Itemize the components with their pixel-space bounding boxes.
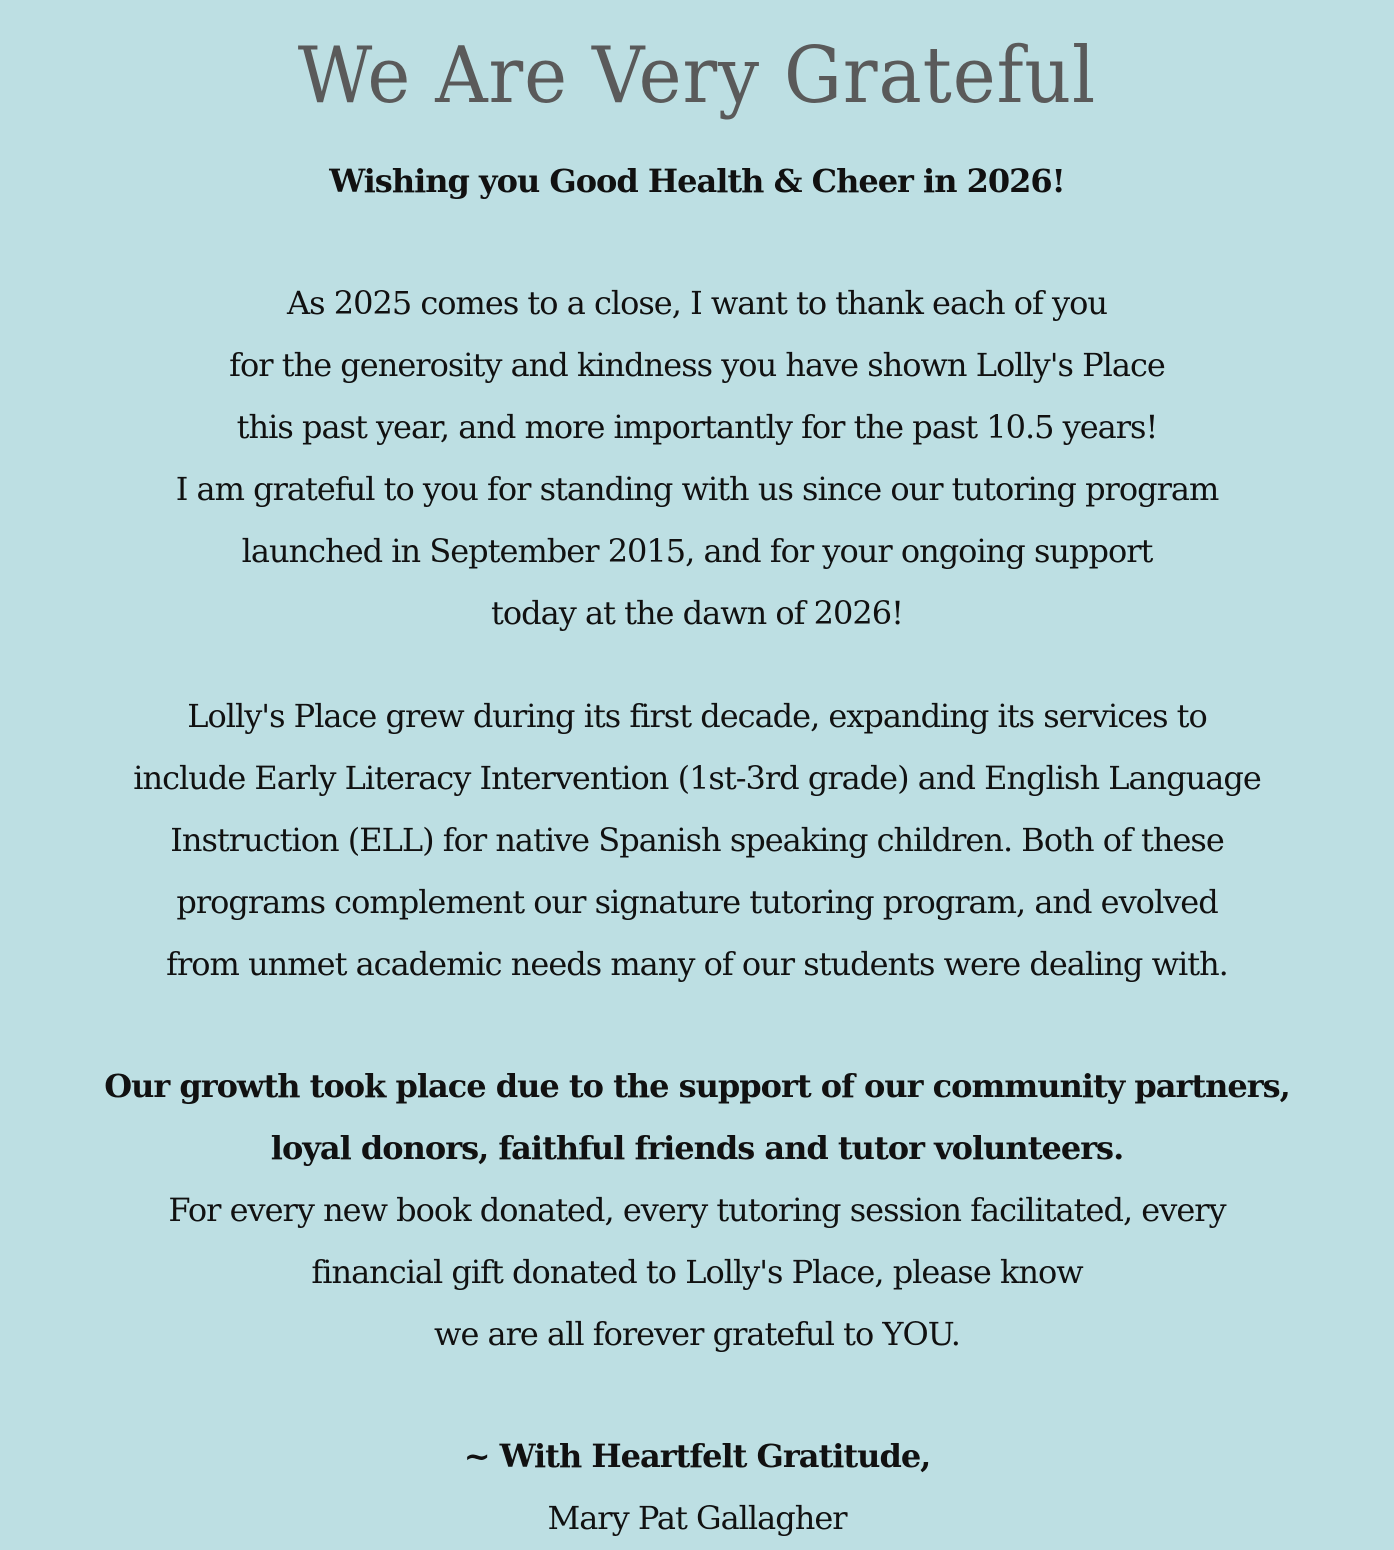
paragraph-line: Lolly's Place grew during its first decade, expanding its services to: [187, 697, 1207, 735]
paragraph-line-bold: loyal donors, faithful friends and tutor volunteers.: [270, 1129, 1124, 1167]
greeting: Wishing you Good Health & Cheer in 2026!: [329, 162, 1065, 200]
paragraph-line: For every new book donated, every tutoring session facilitated, every: [168, 1191, 1226, 1229]
paragraph-support: [0, 1055, 1394, 1365]
paragraph-line: we are all forever grateful to YOU.: [434, 1315, 960, 1353]
paragraph-line: launched in September 2015, and for your ongoing support: [241, 532, 1153, 570]
paragraph-line: programs complement our signature tutoring program, and evolved: [176, 883, 1218, 921]
paragraph-thanks: [0, 272, 1394, 644]
paragraph-growth: [0, 685, 1394, 995]
paragraph-line: As 2025 comes to a close, I want to thank each of you: [287, 284, 1107, 322]
signature: Mary Pat Gallagher: [547, 1499, 847, 1537]
paragraph-line: this past year, and more importantly for the past 10.5 years!: [236, 408, 1158, 446]
paragraph-line: for the generosity and kindness you have shown Lolly's Place: [229, 346, 1165, 384]
page-title: We Are Very Grateful: [297, 31, 1097, 121]
paragraph-line: Instruction (ELL) for native Spanish speaking children. Both of these: [170, 821, 1224, 859]
paragraph-line: I am grateful to you for standing with us since our tutoring program: [175, 470, 1219, 508]
paragraph-line-bold: Our growth took place due to the support of our community partners,: [104, 1067, 1290, 1105]
closing-block: [0, 1425, 1394, 1549]
paragraph-line: from unmet academic needs many of our students were dealing with.: [166, 945, 1228, 983]
paragraph-line: include Early Literacy Intervention (1st-3rd grade) and English Language: [133, 759, 1261, 797]
paragraph-line: today at the dawn of 2026!: [491, 594, 903, 632]
paragraph-line: financial gift donated to Lolly's Place, please know: [311, 1253, 1083, 1291]
closing-line: ~ With Heartfelt Gratitude,: [463, 1437, 931, 1475]
